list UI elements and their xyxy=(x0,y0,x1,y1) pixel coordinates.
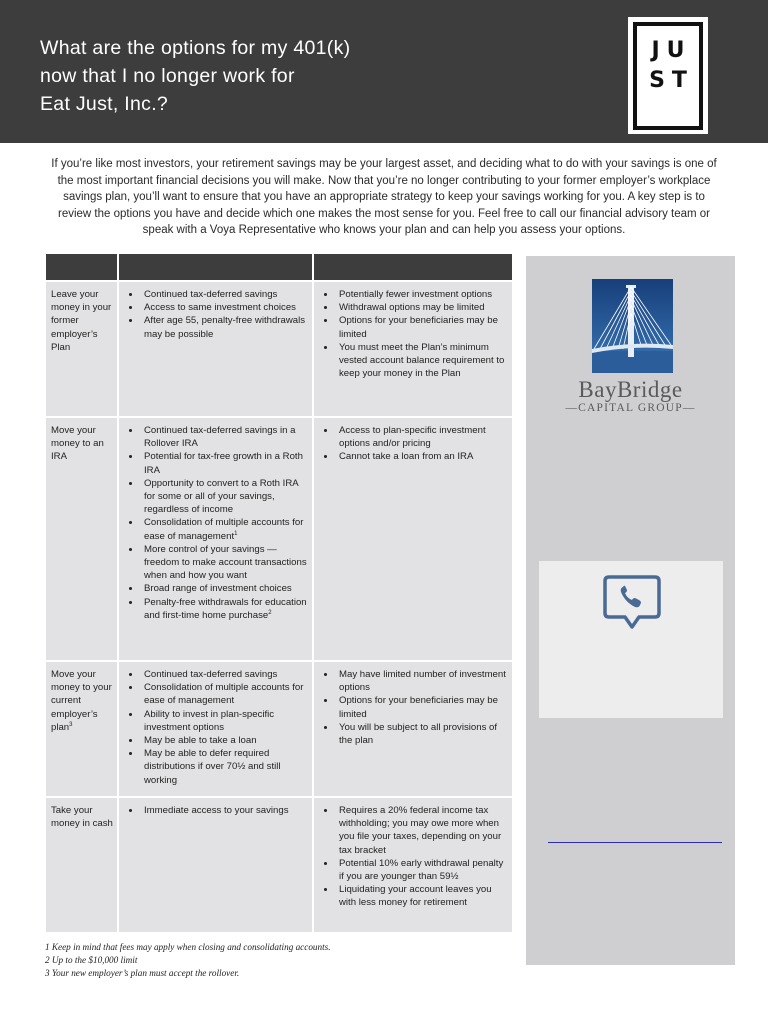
list-item: • After age 55, penalty-free withdrawals may be possible xyxy=(141,314,307,340)
option-label: Leave your money in your former employer’s Plan xyxy=(46,280,119,416)
header-cell xyxy=(46,254,119,280)
label-text: Move your money to your current employer’s plan xyxy=(51,669,112,733)
options-table xyxy=(46,254,512,932)
brand-subtitle: —CAPITAL GROUP— xyxy=(565,402,696,414)
list-item: • Continued tax-deferred savings xyxy=(141,668,307,681)
item-text: Consolidation of multiple accounts for ease of management xyxy=(144,517,304,542)
just-logo-frame xyxy=(633,22,703,130)
table-row xyxy=(46,280,512,416)
list-item: • Options for your beneficiaries may be limited xyxy=(336,694,507,720)
header-cell xyxy=(119,254,314,280)
list-item: • May be able to defer required distributions if over 70½ and still working xyxy=(141,747,307,787)
page-title xyxy=(40,34,460,118)
option-label: Move your money to an IRA xyxy=(46,416,119,660)
option-label: Take your money in cash xyxy=(46,796,119,932)
just-logo-row: ST xyxy=(649,68,694,93)
option-label xyxy=(46,660,119,796)
list-item: • Ability to invest in plan-specific investment options xyxy=(141,708,307,734)
list-item xyxy=(141,516,307,542)
page-header xyxy=(0,0,768,143)
footnote: 2 Up to the $10,000 limit xyxy=(45,954,138,965)
cons-cell xyxy=(314,660,512,796)
footnote-mark: 3 xyxy=(69,721,73,728)
list-item: • Potential for tax-free growth in a Roth IRA xyxy=(141,450,307,476)
cons-cell xyxy=(314,416,512,660)
intro-paragraph: If you’re like most investors, your retirement savings may be your largest asset, and deciding what to do with your savings is one of the most important financial decisions you will make. Now that you’re no longer contributing to your former employer’s workplace savings plan, you’ll want to ensure that you have an appropriate strategy to keep your savings working for you. A key step is to review the options you have and decide which one makes the most sense for you. Feel free to call our financial advisory team or speak with a Voya Representative who knows your plan and can help you assess your options. xyxy=(51,158,717,237)
list-item: • Potential 10% early withdrawal penalty if you are younger than 59½ xyxy=(336,857,507,883)
list-item: • Consolidation of multiple accounts for ease of management xyxy=(141,681,307,707)
table-row xyxy=(46,660,512,796)
table-header-row xyxy=(46,254,512,280)
link-underline[interactable] xyxy=(548,842,722,843)
footnotes xyxy=(45,941,515,979)
list-item: • Broad range of investment choices xyxy=(141,582,307,595)
pros-cell xyxy=(119,280,314,416)
bridge-logo-icon xyxy=(592,279,673,373)
list-item: • May have limited number of investment options xyxy=(336,668,507,694)
table-row xyxy=(46,796,512,932)
cons-cell xyxy=(314,280,512,416)
contact-card[interactable] xyxy=(539,561,723,718)
list-item: • Access to plan-specific investment options and/or pricing xyxy=(336,424,507,450)
footnote: 1 Keep in mind that fees may apply when closing and consolidating accounts. xyxy=(45,942,331,952)
title-line: now that I no longer work for xyxy=(40,65,295,87)
footnote-mark: 2 xyxy=(268,609,272,616)
list-item: • More control of your savings —freedom to make account transactions when and how you want xyxy=(141,543,307,583)
pros-cell xyxy=(119,416,314,660)
pros-cell xyxy=(119,660,314,796)
list-item: • Withdrawal options may be limited xyxy=(336,301,507,314)
list-item: • Continued tax-deferred savings in a Rollover IRA xyxy=(141,424,307,450)
list-item: • Potentially fewer investment options xyxy=(336,288,507,301)
list-item: • Requires a 20% federal income tax withholding; you may owe more when you file your taxes, depending on your tax bracket xyxy=(336,804,507,857)
list-item: • Continued tax-deferred savings xyxy=(141,288,307,301)
header-cell xyxy=(314,254,512,280)
table-row xyxy=(46,416,512,660)
list-item: • Immediate access to your savings xyxy=(141,804,307,817)
footnote: 3 Your new employer’s plan must accept the rollover. xyxy=(45,967,240,978)
just-logo-row: JU xyxy=(651,38,692,63)
phone-message-icon[interactable] xyxy=(601,573,663,633)
list-item: • Opportunity to convert to a Roth IRA for some or all of your savings, regardless of income xyxy=(141,477,307,517)
just-logo xyxy=(628,17,708,134)
pros-cell xyxy=(119,796,314,932)
list-item: • Liquidating your account leaves you with less money for retirement xyxy=(336,883,507,909)
title-line: Eat Just, Inc.? xyxy=(40,93,169,115)
list-item: • Options for your beneficiaries may be limited xyxy=(336,314,507,340)
cons-cell xyxy=(314,796,512,932)
list-item: • You must meet the Plan’s minimum vested account balance requirement to keep your money in the Plan xyxy=(336,341,507,381)
list-item: • Access to same investment choices xyxy=(141,301,307,314)
list-item: • Cannot take a loan from an IRA xyxy=(336,450,507,463)
list-item xyxy=(141,596,307,622)
brand-name: BayBridge xyxy=(578,377,683,402)
sidebar xyxy=(526,256,735,965)
list-item: • You will be subject to all provisions of the plan xyxy=(336,721,507,747)
title-line: What are the options for my 401(k) xyxy=(40,37,351,59)
list-item: • May be able to take a loan xyxy=(141,734,307,747)
footnote-mark: 1 xyxy=(234,530,238,537)
item-text: Penalty-free withdrawals for education and first-time home purchase xyxy=(144,596,307,621)
